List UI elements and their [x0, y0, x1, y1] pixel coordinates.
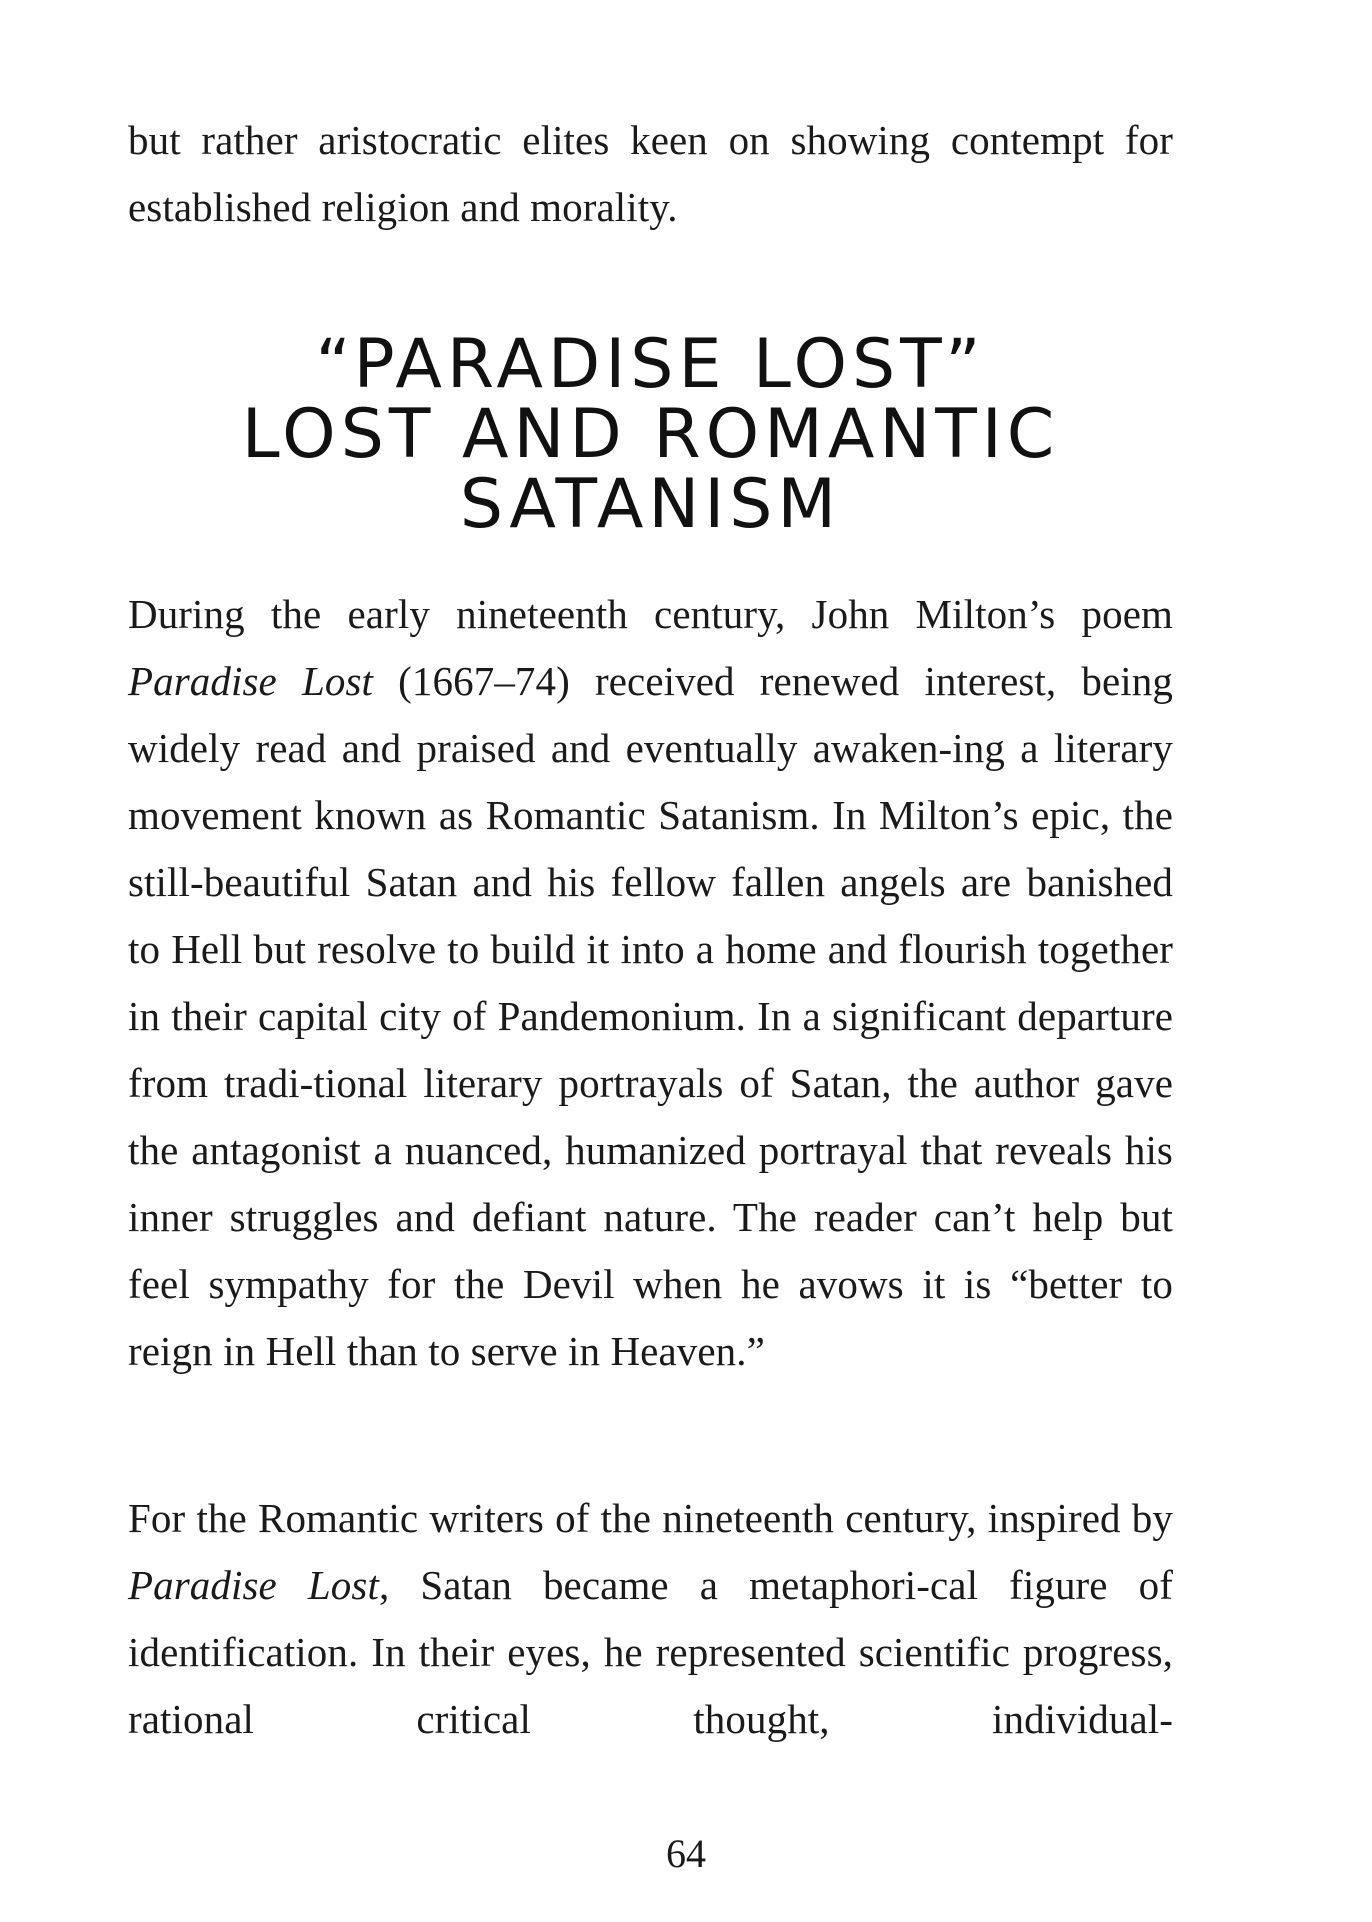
intro-paragraph	[128, 107, 1173, 241]
heading-line-2: LOST AND ROMANTIC	[241, 395, 1060, 474]
paragraph2-text-rest: , Satan became a metaphori-cal figure of identification. In their eyes, he represented scientific progress, rational critical thought, individual-	[128, 1562, 1173, 1742]
paragraph2-book-title: Paradise Lost	[128, 1562, 379, 1608]
paragraph2-text-start: For the Romantic writers of the nineteenth century, inspired by	[128, 1495, 1173, 1541]
page-number: 64	[666, 1831, 706, 1876]
heading-line-3: SATANISM	[459, 465, 842, 544]
section-heading	[128, 325, 1173, 544]
paragraph1-text-start: During the early nineteenth century, John Milton’s poem	[128, 591, 1173, 637]
heading-line-1: “PARADISE LOST”	[315, 325, 986, 404]
body-paragraph-2	[128, 1485, 1173, 1753]
paragraph1-book-title: Paradise Lost	[128, 658, 374, 704]
intro-text: but rather aristocratic elites keen on showing contempt for established religion and morality.	[128, 117, 1173, 230]
paragraph1-text-rest: (1667–74) received renewed interest, being widely read and praised and eventually awaken-ing a literary movement known as Romantic Satanism. In Milton’s epic, the still-beautiful Satan and his fellow fallen angels are banished to Hell but resolve to build it into a home and flourish together in their capital city of Pandemonium. In a significant departure from tradi-tional literary portrayals of Satan, the author gave the antagonist a nuanced, humanized portrayal that reveals his inner struggles and defiant nature. The reader can’t help but feel sympathy for the Devil when he avows it is “better to reign in Hell than to serve in Heaven.”	[128, 658, 1173, 1374]
body-paragraph-1	[128, 581, 1173, 1385]
